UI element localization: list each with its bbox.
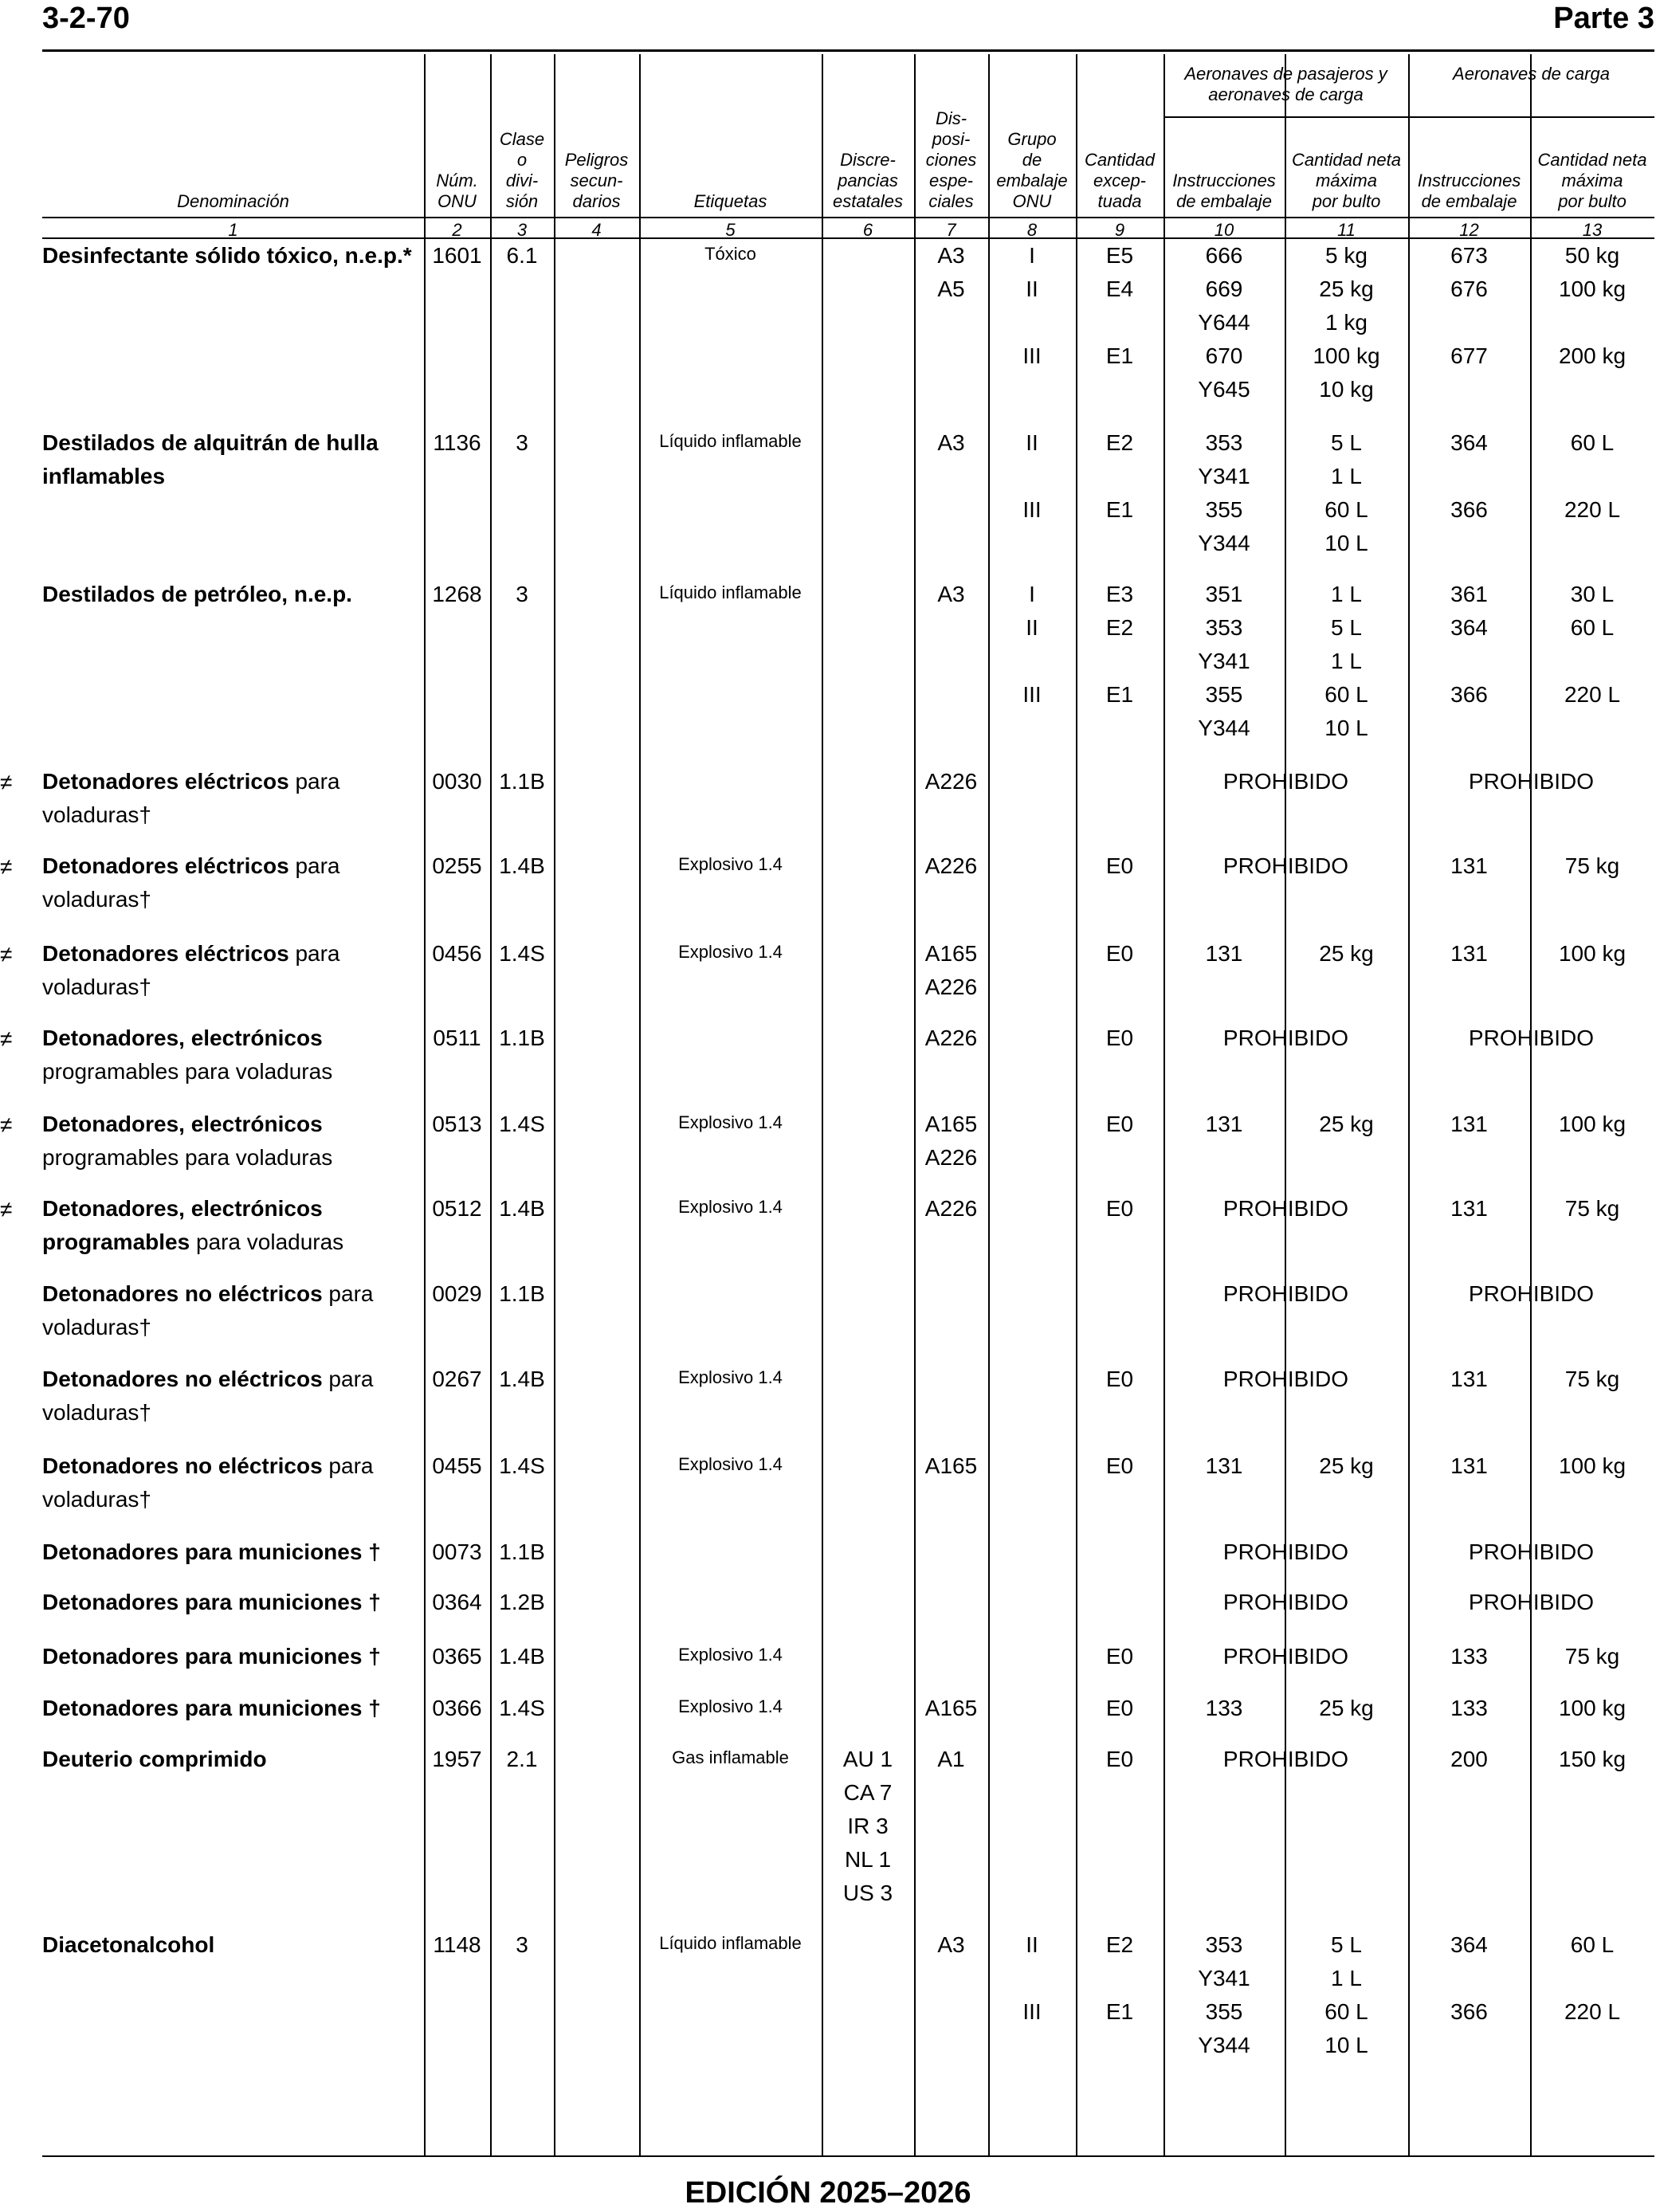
column-header-6: Discre- pancias estatales: [832, 150, 904, 211]
label-cell: Explosivo 1.4: [678, 1367, 783, 1387]
excepted-quantity: E0: [1105, 1112, 1134, 1136]
excepted-quantity: E4: [1105, 276, 1134, 301]
column-number-4: 4: [591, 220, 602, 240]
column-header-4: Peligros secun- darios: [564, 150, 629, 211]
packing-group: III: [1022, 1999, 1042, 2024]
cargo-max-net-quantity: 75 kg: [1564, 1644, 1620, 1669]
substance-name: Detonadores para municiones †: [42, 1644, 381, 1669]
column-number-1: 1: [228, 220, 238, 240]
change-mark: ≠: [0, 1026, 13, 1051]
excepted-quantity: E2: [1105, 430, 1134, 455]
state-variation: US 3: [842, 1881, 893, 1905]
substance-name-cont: inflamables: [42, 464, 166, 488]
change-mark: ≠: [0, 1112, 13, 1137]
special-provision: A3: [937, 430, 965, 455]
cargo-max-net-quantity: 100 kg: [1558, 1112, 1627, 1136]
pax-packing-instruction: 131: [1205, 1453, 1243, 1478]
substance-name: Detonadores eléctricos para: [42, 941, 340, 966]
pax-forbidden: PROHIBIDO: [1222, 1026, 1349, 1050]
pax-max-net-quantity: 60 L: [1324, 497, 1368, 522]
excepted-quantity: E2: [1105, 615, 1134, 640]
column-number-11: 11: [1337, 220, 1356, 240]
special-provision: A1: [937, 1747, 965, 1771]
state-variation: IR 3: [847, 1814, 889, 1838]
pax-max-net-quantity: 60 L: [1324, 1999, 1368, 2024]
change-mark: ≠: [0, 942, 13, 967]
change-mark: ≠: [0, 770, 13, 794]
pax-max-net-quantity: 10 L: [1324, 716, 1368, 740]
substance-name: Deuterio comprimido: [42, 1747, 267, 1771]
substance-name: Desinfectante sólido tóxico, n.e.p.*: [42, 243, 412, 268]
pax-packing-instruction: 133: [1205, 1696, 1243, 1720]
un-number: 1136: [433, 430, 481, 455]
cargo-packing-instruction: 133: [1450, 1696, 1488, 1720]
packing-group: III: [1022, 497, 1042, 522]
label-cell: Explosivo 1.4: [678, 942, 783, 962]
cargo-max-net-quantity: 60 L: [1570, 1932, 1615, 1957]
pax-packing-instruction: 670: [1205, 343, 1243, 368]
column-number-7: 7: [946, 220, 956, 240]
excepted-quantity: E0: [1105, 1644, 1134, 1669]
special-provision: A226: [924, 1196, 978, 1221]
pax-forbidden: PROHIBIDO: [1222, 1747, 1349, 1771]
label-cell: Líquido inflamable: [659, 582, 802, 602]
pax-packing-instruction: 351: [1205, 582, 1243, 606]
cargo-packing-instruction: 677: [1450, 343, 1488, 368]
pax-packing-instruction: 355: [1205, 497, 1243, 522]
class-division: 1.2B: [499, 1590, 545, 1614]
pax-max-net-quantity: 60 L: [1324, 682, 1368, 707]
label-cell: Líquido inflamable: [659, 431, 802, 451]
class-division: 1.1B: [499, 1026, 545, 1050]
special-provision: A165: [924, 1112, 978, 1136]
column-header-8: Grupo de embalaje ONU: [996, 129, 1068, 211]
column-header-7: Dis- posi- ciones espe- ciales: [925, 108, 977, 211]
excepted-quantity: E1: [1105, 497, 1134, 522]
pax-packing-instruction: 353: [1205, 1932, 1243, 1957]
pax-max-net-quantity: 10 L: [1324, 2033, 1368, 2057]
label-cell: Explosivo 1.4: [678, 1197, 783, 1217]
cargo-max-net-quantity: 75 kg: [1564, 1367, 1620, 1391]
column-header-13: Cantidad neta máxima por bulto: [1537, 150, 1647, 211]
state-variation: CA 7: [843, 1780, 893, 1805]
column-header-12: Instrucciones de embalaje: [1417, 171, 1521, 211]
cargo-forbidden: PROHIBIDO: [1468, 769, 1595, 794]
bottom-rule: [42, 2155, 1654, 2157]
pax-max-net-quantity: 25 kg: [1319, 1112, 1374, 1136]
class-division: 1.4B: [499, 1196, 545, 1221]
excepted-quantity: E0: [1105, 941, 1134, 966]
packing-group: II: [1026, 430, 1038, 455]
class-division: 1.4B: [499, 853, 545, 878]
packing-group: III: [1022, 343, 1042, 368]
class-division: 1.4B: [499, 1644, 545, 1669]
column-number-3: 3: [516, 220, 528, 240]
special-provision: A226: [924, 769, 978, 794]
class-division: 3: [516, 1932, 528, 1957]
substance-name: Diacetonalcohol: [42, 1932, 215, 1957]
un-number: 0456: [432, 941, 482, 966]
label-cell: Líquido inflamable: [659, 1933, 802, 1953]
column-header-11: Cantidad neta máxima por bulto: [1292, 150, 1401, 211]
pax-max-net-quantity: 5 L: [1331, 430, 1362, 455]
group-header-rule: [1164, 116, 1654, 118]
cargo-packing-instruction: 673: [1450, 243, 1488, 268]
cargo-forbidden: PROHIBIDO: [1468, 1590, 1595, 1614]
excepted-quantity: E2: [1105, 1932, 1134, 1957]
column-header-10: Instrucciones de embalaje: [1172, 171, 1276, 211]
column-number-2: 2: [452, 220, 462, 240]
pax-max-net-quantity: 1 kg: [1325, 310, 1368, 335]
pax-packing-instruction: Y644: [1198, 310, 1250, 335]
pax-forbidden: PROHIBIDO: [1222, 853, 1349, 878]
pax-forbidden: PROHIBIDO: [1222, 1590, 1349, 1614]
un-number: 0267: [432, 1367, 482, 1391]
special-provision: A226: [924, 975, 978, 999]
packing-group: II: [1026, 615, 1038, 640]
column-number-9: 9: [1114, 220, 1125, 240]
substance-name: Detonadores eléctricos para: [42, 853, 340, 878]
excepted-quantity: E1: [1105, 682, 1134, 707]
un-number: 0366: [432, 1696, 482, 1720]
pax-max-net-quantity: 1 L: [1331, 464, 1362, 488]
substance-name: Detonadores no eléctricos para: [42, 1453, 374, 1478]
excepted-quantity: E0: [1105, 1026, 1134, 1050]
cargo-max-net-quantity: 200 kg: [1558, 343, 1627, 368]
label-cell: Explosivo 1.4: [678, 1696, 783, 1716]
class-division: 3: [516, 582, 528, 606]
cargo-packing-instruction: 131: [1450, 853, 1488, 878]
pax-forbidden: PROHIBIDO: [1222, 1196, 1349, 1221]
class-division: 1.4S: [499, 941, 545, 966]
excepted-quantity: E0: [1105, 1453, 1134, 1478]
class-division: 1.4S: [499, 1696, 545, 1720]
pax-packing-instruction: Y344: [1198, 531, 1250, 555]
state-variation: NL 1: [844, 1847, 892, 1872]
cargo-max-net-quantity: 100 kg: [1558, 1453, 1627, 1478]
column-divider: [554, 54, 555, 2155]
column-number-13: 13: [1582, 220, 1603, 240]
pax-packing-instruction: 355: [1205, 682, 1243, 707]
substance-name: Detonadores, electrónicos: [42, 1112, 323, 1136]
cargo-max-net-quantity: 30 L: [1570, 582, 1615, 606]
cargo-max-net-quantity: 75 kg: [1564, 853, 1620, 878]
cargo-packing-instruction: 200: [1450, 1747, 1488, 1771]
column-number-8: 8: [1026, 220, 1038, 240]
column-divider: [424, 54, 426, 2155]
excepted-quantity: E0: [1105, 1196, 1134, 1221]
top-rule: [42, 49, 1654, 52]
un-number: 0029: [432, 1281, 482, 1306]
cargo-max-net-quantity: 220 L: [1564, 497, 1621, 522]
substance-name-cont: voladuras†: [42, 975, 151, 999]
state-variation: AU 1: [842, 1747, 893, 1771]
special-provision: A226: [924, 1145, 978, 1170]
special-provision: A165: [924, 1696, 978, 1720]
cargo-packing-instruction: 676: [1450, 276, 1488, 301]
cargo-max-net-quantity: 100 kg: [1558, 276, 1627, 301]
column-header-1: Denominación: [177, 191, 289, 211]
class-division: 1.4B: [499, 1367, 545, 1391]
cargo-packing-instruction: 366: [1450, 497, 1488, 522]
special-provision: A3: [937, 243, 965, 268]
cargo-max-net-quantity: 100 kg: [1558, 941, 1627, 966]
pax-max-net-quantity: 25 kg: [1319, 276, 1374, 301]
substance-name-cont: voladuras†: [42, 1400, 151, 1425]
pax-max-net-quantity: 10 kg: [1319, 377, 1374, 402]
class-division: 2.1: [506, 1747, 538, 1771]
label-cell: Explosivo 1.4: [678, 854, 783, 874]
class-division: 1.4S: [499, 1112, 545, 1136]
un-number: 1601: [432, 243, 482, 268]
cargo-max-net-quantity: 75 kg: [1564, 1196, 1620, 1221]
cargo-packing-instruction: 361: [1450, 582, 1488, 606]
pax-forbidden: PROHIBIDO: [1222, 1281, 1349, 1306]
excepted-quantity: E0: [1105, 1747, 1134, 1771]
edition-footer: EDICIÓN 2025–2026: [685, 2176, 971, 2210]
special-provision: A165: [924, 1453, 978, 1478]
pax-max-net-quantity: 1 L: [1331, 1966, 1362, 1990]
pax-packing-instruction: 353: [1205, 615, 1243, 640]
un-number: 0255: [432, 853, 482, 878]
label-cell: Explosivo 1.4: [678, 1454, 783, 1474]
column-header-9: Cantidad excep- tuada: [1084, 150, 1156, 211]
column-divider: [490, 54, 492, 2155]
pax-max-net-quantity: 25 kg: [1319, 1696, 1374, 1720]
cargo-forbidden: PROHIBIDO: [1468, 1026, 1595, 1050]
column-header-3: Clase o divi- sión: [499, 129, 545, 211]
special-provision: A3: [937, 582, 965, 606]
substance-name: Detonadores no eléctricos para: [42, 1281, 374, 1306]
cargo-packing-instruction: 364: [1450, 615, 1488, 640]
group-header-pax: Aeronaves de pasajeros y aeronaves de carga: [1184, 64, 1387, 104]
un-number: 0513: [432, 1112, 482, 1136]
cargo-packing-instruction: 133: [1450, 1644, 1488, 1669]
substance-name: Detonadores para municiones †: [42, 1590, 381, 1614]
un-number: 1268: [432, 582, 482, 606]
substance-name: Detonadores para municiones †: [42, 1539, 381, 1564]
column-header-5: Etiquetas: [693, 191, 767, 211]
pax-packing-instruction: 669: [1205, 276, 1243, 301]
header-rule: [42, 217, 1654, 218]
label-cell: Explosivo 1.4: [678, 1645, 783, 1665]
cargo-packing-instruction: 131: [1450, 1367, 1488, 1391]
pax-packing-instruction: 355: [1205, 1999, 1243, 2024]
pax-max-net-quantity: 5 L: [1331, 1932, 1362, 1957]
change-mark: ≠: [0, 1197, 13, 1222]
un-number: 0512: [432, 1196, 482, 1221]
column-number-10: 10: [1214, 220, 1234, 240]
page-number: 3-2-70: [42, 2, 130, 35]
excepted-quantity: E1: [1105, 1999, 1134, 2024]
excepted-quantity: E5: [1105, 243, 1134, 268]
cargo-max-net-quantity: 50 kg: [1564, 243, 1620, 268]
pax-forbidden: PROHIBIDO: [1222, 1644, 1349, 1669]
class-division: 6.1: [506, 243, 538, 268]
class-division: 1.1B: [499, 1539, 545, 1564]
class-division: 1.1B: [499, 769, 545, 794]
excepted-quantity: E0: [1105, 853, 1134, 878]
packing-group: II: [1026, 1932, 1038, 1957]
pax-max-net-quantity: 25 kg: [1319, 1453, 1374, 1478]
cargo-packing-instruction: 131: [1450, 941, 1488, 966]
cargo-max-net-quantity: 60 L: [1570, 430, 1615, 455]
cargo-packing-instruction: 131: [1450, 1453, 1488, 1478]
pax-packing-instruction: 353: [1205, 430, 1243, 455]
pax-packing-instruction: Y341: [1198, 464, 1250, 488]
class-division: 3: [516, 430, 528, 455]
special-provision: A3: [937, 1932, 965, 1957]
packing-group: I: [1029, 243, 1035, 268]
pax-max-net-quantity: 5 L: [1331, 615, 1362, 640]
part-label: Parte 3: [1553, 2, 1654, 35]
pax-packing-instruction: Y645: [1198, 377, 1250, 402]
cargo-forbidden: PROHIBIDO: [1468, 1539, 1595, 1564]
change-mark: ≠: [0, 854, 13, 879]
un-number: 0030: [432, 769, 482, 794]
pax-packing-instruction: Y341: [1198, 1966, 1250, 1990]
substance-name: Destilados de alquitrán de hulla: [42, 430, 379, 455]
column-divider: [914, 54, 916, 2155]
substance-name-cont: voladuras†: [42, 887, 151, 912]
special-provision: A5: [937, 276, 965, 301]
pax-packing-instruction: 131: [1205, 1112, 1243, 1136]
pax-max-net-quantity: 25 kg: [1319, 941, 1374, 966]
label-cell: Gas inflamable: [672, 1747, 789, 1767]
substance-name: Detonadores no eléctricos para: [42, 1367, 374, 1391]
cargo-packing-instruction: 364: [1450, 430, 1488, 455]
substance-name: Detonadores eléctricos para: [42, 769, 340, 794]
excepted-quantity: E1: [1105, 343, 1134, 368]
substance-name-cont: voladuras†: [42, 802, 151, 827]
un-number: 0365: [432, 1644, 482, 1669]
cargo-max-net-quantity: 100 kg: [1558, 1696, 1627, 1720]
column-number-6: 6: [862, 220, 873, 240]
label-cell: Tóxico: [704, 244, 756, 264]
pax-packing-instruction: 131: [1205, 941, 1243, 966]
special-provision: A165: [924, 941, 978, 966]
cargo-packing-instruction: 131: [1450, 1112, 1488, 1136]
column-divider: [639, 54, 641, 2155]
excepted-quantity: E3: [1105, 582, 1134, 606]
un-number: 0364: [432, 1590, 482, 1614]
substance-name-cont: programables para voladuras: [42, 1230, 344, 1254]
substance-name: Destilados de petróleo, n.e.p.: [42, 582, 352, 606]
special-provision: A226: [924, 1026, 978, 1050]
pax-max-net-quantity: 10 L: [1324, 531, 1368, 555]
pax-packing-instruction: Y344: [1198, 716, 1250, 740]
pax-packing-instruction: Y341: [1198, 649, 1250, 673]
substance-name: Detonadores para municiones †: [42, 1696, 381, 1720]
class-division: 1.1B: [499, 1281, 545, 1306]
special-provision: A226: [924, 853, 978, 878]
pax-max-net-quantity: 5 kg: [1325, 243, 1368, 268]
group-header-cargo: Aeronaves de carga: [1453, 64, 1610, 84]
un-number: 1148: [433, 1932, 481, 1957]
cargo-packing-instruction: 366: [1450, 682, 1488, 707]
substance-name-cont: voladuras†: [42, 1487, 151, 1512]
label-cell: Explosivo 1.4: [678, 1112, 783, 1132]
pax-max-net-quantity: 1 L: [1331, 649, 1362, 673]
cargo-max-net-quantity: 150 kg: [1558, 1747, 1627, 1771]
un-number: 0073: [432, 1539, 482, 1564]
cargo-max-net-quantity: 220 L: [1564, 1999, 1621, 2024]
column-number-12: 12: [1459, 220, 1479, 240]
substance-name-cont: programables para voladuras: [42, 1145, 333, 1170]
cargo-packing-instruction: 366: [1450, 1999, 1488, 2024]
pax-max-net-quantity: 100 kg: [1313, 343, 1380, 368]
substance-name-cont: voladuras†: [42, 1315, 151, 1339]
excepted-quantity: E0: [1105, 1367, 1134, 1391]
pax-forbidden: PROHIBIDO: [1222, 769, 1349, 794]
packing-group: II: [1026, 276, 1038, 301]
pax-forbidden: PROHIBIDO: [1222, 1539, 1349, 1564]
pax-packing-instruction: Y344: [1198, 2033, 1250, 2057]
pax-packing-instruction: 666: [1205, 243, 1243, 268]
un-number: 0511: [433, 1026, 481, 1050]
pax-max-net-quantity: 1 L: [1331, 582, 1362, 606]
cargo-forbidden: PROHIBIDO: [1468, 1281, 1595, 1306]
cargo-max-net-quantity: 60 L: [1570, 615, 1615, 640]
column-header-2: Núm. ONU: [436, 171, 478, 211]
substance-name: Detonadores, electrónicos: [42, 1196, 323, 1221]
substance-name-cont: programables para voladuras: [42, 1059, 333, 1084]
cargo-packing-instruction: 364: [1450, 1932, 1488, 1957]
un-number: 1957: [432, 1747, 482, 1771]
packing-group: III: [1022, 682, 1042, 707]
pax-forbidden: PROHIBIDO: [1222, 1367, 1349, 1391]
excepted-quantity: E0: [1105, 1696, 1134, 1720]
packing-group: I: [1029, 582, 1035, 606]
cargo-packing-instruction: 131: [1450, 1196, 1488, 1221]
cargo-max-net-quantity: 220 L: [1564, 682, 1621, 707]
un-number: 0455: [432, 1453, 482, 1478]
class-division: 1.4S: [499, 1453, 545, 1478]
column-number-5: 5: [725, 220, 736, 240]
substance-name: Detonadores, electrónicos: [42, 1026, 323, 1050]
